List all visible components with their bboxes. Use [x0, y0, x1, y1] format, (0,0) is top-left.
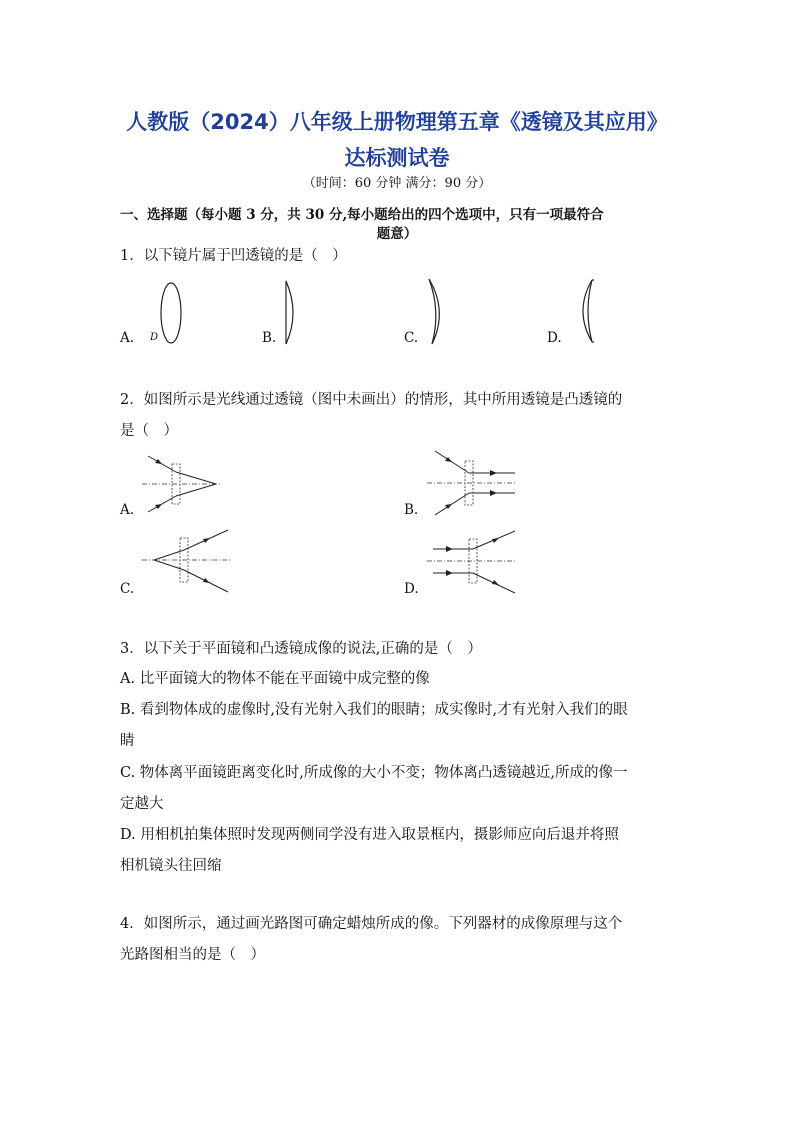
- q2-label-a: A.: [120, 502, 135, 518]
- question-1-stem: 1．以下镜片属于凹透镜的是（ ）: [120, 248, 347, 264]
- q1-lens-a: [158, 280, 188, 350]
- section-heading-cont: 题意）: [376, 226, 418, 242]
- q2-figure-c: [140, 526, 235, 598]
- page-subtitle: 达标测试卷: [344, 146, 450, 170]
- section-heading: 一、选择题（每小题 3 分，共 30 分,每小题给出的四个选项中，只有一项最符合: [120, 207, 604, 223]
- question-3-stem: 3．以下关于平面镜和凸透镜成像的说法,正确的是（ ）: [120, 641, 482, 657]
- q1-label-c: C.: [404, 330, 419, 346]
- q1-lens-b: [282, 278, 302, 348]
- q3-option-c: C. 物体离平面镜距离变化时,所成像的大小不变；物体离凸透镜越近,所成的像一: [120, 765, 628, 781]
- q1-lens-d: [570, 276, 600, 346]
- q1-figure-a-mark: D: [150, 332, 159, 343]
- q2-label-c: C.: [120, 581, 135, 597]
- question-4-stem-cont: 光路图相当的是（ ）: [120, 947, 265, 963]
- question-2-stem-cont: 是（ ）: [120, 423, 178, 439]
- q3-option-d-cont: 相机镜头往回缩: [120, 858, 222, 874]
- q2-figure-b: [425, 447, 520, 519]
- q2-figure-a: [140, 452, 230, 516]
- page-title: 人教版（2024）八年级上册物理第五章《透镜及其应用》: [126, 110, 668, 134]
- q1-lens-c: [426, 276, 450, 348]
- question-4-stem: 4．如图所示，通过画光路图可确定蜡烛所成的像。下列器材的成像原理与这个: [120, 916, 623, 932]
- q3-option-b: B. 看到物体成的虚像时,没有光射入我们的眼睛；成实像时,才有光射入我们的眼: [120, 702, 628, 718]
- q3-option-c-cont: 定越大: [120, 796, 164, 812]
- q1-label-a: A.: [120, 330, 135, 346]
- q2-label-b: B.: [404, 502, 419, 518]
- q3-option-a: A. 比平面镜大的物体不能在平面镜中成完整的像: [120, 671, 430, 687]
- q3-option-d: D. 用相机拍集体照时发现两侧同学没有进入取景框内，摄影师应向后退并将照: [120, 827, 619, 843]
- question-2-stem: 2．如图所示是光线通过透镜（图中未画出）的情形，其中所用透镜是凸透镜的: [120, 392, 623, 408]
- time-info: （时间：60 分钟 满分：90 分）: [302, 176, 492, 191]
- q3-option-b-cont: 睛: [120, 733, 135, 749]
- q1-label-b: B.: [262, 330, 277, 346]
- q2-label-d: D.: [404, 581, 419, 597]
- q2-figure-d: [425, 527, 520, 599]
- q1-label-d: D.: [547, 330, 562, 346]
